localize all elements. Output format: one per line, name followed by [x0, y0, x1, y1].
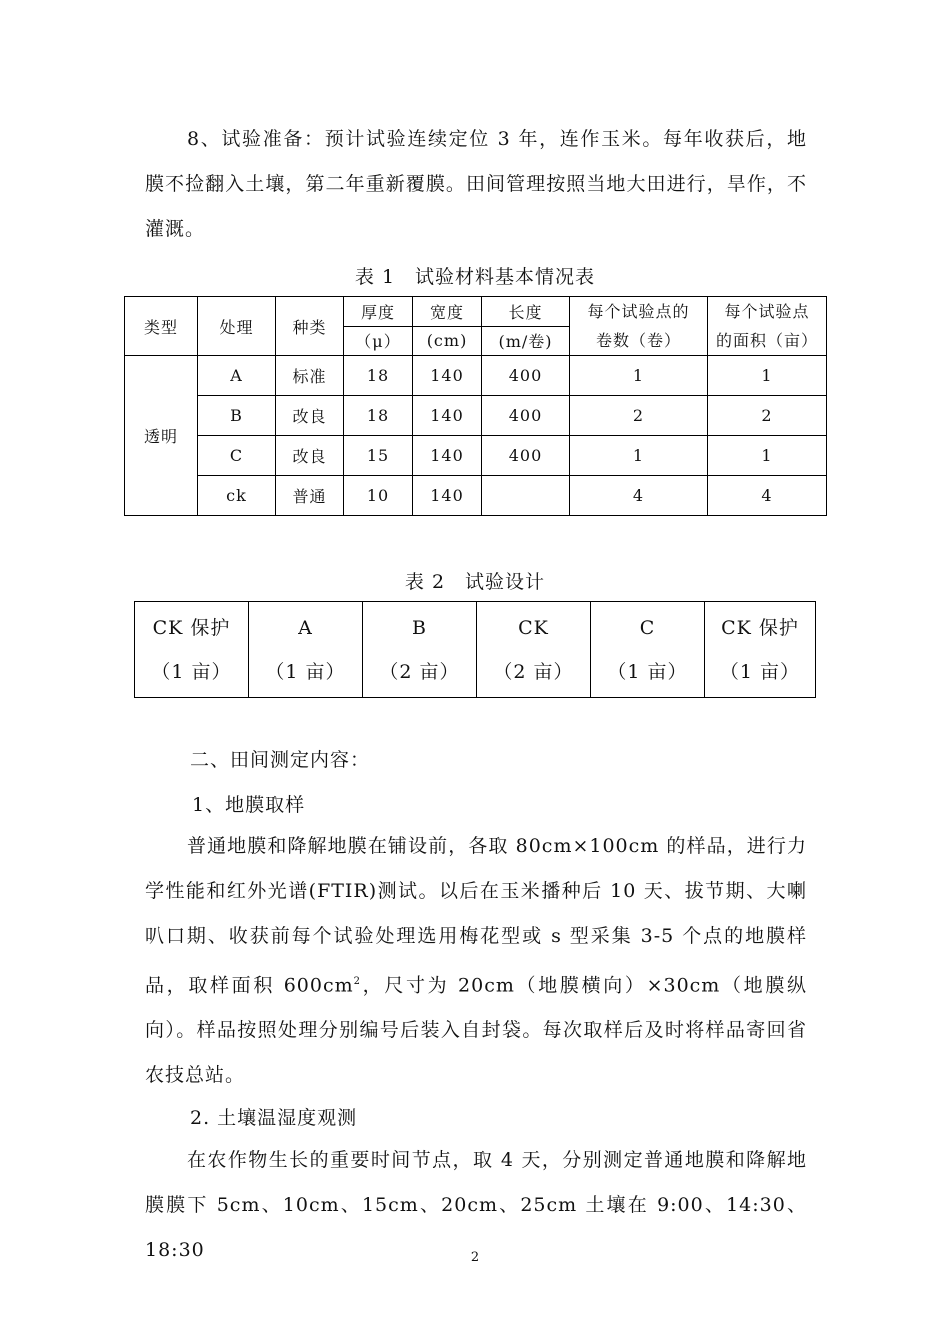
header-length: 长度: [482, 297, 570, 327]
header-rolls: [570, 297, 708, 356]
section-heading: 二、田间测定内容：: [190, 749, 371, 771]
cell-rolls: 4: [570, 476, 708, 516]
cell-length: 400: [482, 356, 570, 396]
subsection-heading-soil: 2. 土壤温湿度观测: [190, 1107, 358, 1129]
cell-length: 400: [482, 436, 570, 476]
header-thickness-unit: （μ）: [344, 326, 413, 356]
cell-kind: 普通: [276, 476, 344, 516]
header-width: 宽度: [413, 297, 482, 327]
design-cell: [591, 602, 705, 698]
paragraph-sampling-part1: 普通地膜和降解地膜在铺设前，各取 80cm×100cm 的样品，进行力学性能和红外光谱(FTIR)测试。以后在玉米播种后 10 天、拔节期、大喇叭口期、收获前每个试验处理选用梅花型或 s 型采集 3-5 个点的地膜样品，取样面积 600cm: [145, 835, 807, 997]
header-area-line2: 的面积（亩）: [715, 331, 818, 350]
design-cell: [363, 602, 477, 698]
header-rolls-line1: 每个试验点的: [587, 302, 690, 321]
header-kind: 种类: [276, 297, 344, 356]
design-cell-name: A: [298, 616, 313, 639]
paragraph-sampling-part2: ，尺寸为 20cm（地膜横向）×30cm（地膜纵向）。样品按照处理分别编号后装入自封袋。每次取样后及时将样品寄回省农技总站。: [145, 974, 807, 1087]
cell-thickness: 18: [344, 396, 413, 436]
header-width-unit: (cm): [413, 326, 482, 356]
header-area-line1: 每个试验点: [724, 302, 810, 321]
cell-kind: 标准: [276, 356, 344, 396]
superscript: 2: [353, 976, 362, 987]
cell-width: 140: [413, 356, 482, 396]
design-cell-name: CK: [518, 616, 549, 639]
subsection-heading-sampling: 1、地膜取样: [192, 794, 306, 816]
table-row: [125, 476, 827, 516]
cell-thickness: 15: [344, 436, 413, 476]
design-cell-area: （2 亩）: [493, 660, 574, 683]
cell-area: 1: [708, 356, 827, 396]
cell-treatment: C: [198, 436, 276, 476]
design-cell-area: （1 亩）: [607, 660, 688, 683]
header-length-unit: (m/卷): [482, 326, 570, 356]
table-header-row: [125, 297, 827, 327]
table-row: [125, 356, 827, 396]
design-cell: [249, 602, 363, 698]
cell-rolls: 1: [570, 436, 708, 476]
cell-kind: 改良: [276, 436, 344, 476]
group-transparent: 透明: [125, 356, 198, 516]
design-cell: [135, 602, 249, 698]
cell-thickness: 10: [344, 476, 413, 516]
cell-length: [482, 476, 570, 516]
design-cell: [477, 602, 591, 698]
design-cell-area: （2 亩）: [379, 660, 460, 683]
cell-width: 140: [413, 396, 482, 436]
header-thickness: 厚度: [344, 297, 413, 327]
header-treatment: 处理: [198, 297, 276, 356]
design-cell-area: （1 亩）: [151, 660, 232, 683]
paragraph-sampling: [145, 824, 807, 1098]
design-cell-name: CK 保护: [152, 616, 231, 639]
paragraph-soil-measurement: 在农作物生长的重要时间节点，取 4 天，分别测定普通地膜和降解地膜膜下 5cm、10cm、15cm、20cm、25cm 土壤在 9:00、14:30、18:30: [145, 1149, 807, 1261]
design-cell-area: （1 亩）: [719, 660, 801, 683]
table-row: [125, 436, 827, 476]
design-cell-area: （1 亩）: [265, 660, 346, 683]
cell-treatment: B: [198, 396, 276, 436]
cell-length: 400: [482, 396, 570, 436]
table1-caption: 表 1 试验材料基本情况表: [354, 266, 596, 288]
table2-caption: 表 2 试验设计: [404, 571, 546, 593]
cell-treatment: A: [198, 356, 276, 396]
page-number: 2: [470, 1250, 480, 1265]
cell-area: 1: [708, 436, 827, 476]
cell-area: 4: [708, 476, 827, 516]
design-cell-name: C: [639, 616, 656, 639]
header-area: [708, 297, 827, 356]
design-cell: [705, 602, 816, 698]
design-cell-name: B: [412, 616, 427, 639]
table-row: [125, 396, 827, 436]
design-cell-name: CK 保护: [721, 616, 799, 639]
cell-kind: 改良: [276, 396, 344, 436]
cell-area: 2: [708, 396, 827, 436]
trial-design-table: [134, 601, 816, 698]
table-row: [135, 602, 816, 698]
cell-treatment: ck: [198, 476, 276, 516]
cell-width: 140: [413, 436, 482, 476]
cell-rolls: 2: [570, 396, 708, 436]
header-type: 类型: [125, 297, 198, 356]
cell-rolls: 1: [570, 356, 708, 396]
cell-width: 140: [413, 476, 482, 516]
cell-thickness: 18: [344, 356, 413, 396]
materials-table: [124, 296, 827, 516]
paragraph-trial-preparation: 8、试验准备：预计试验连续定位 3 年，连作玉米。每年收获后，地膜不捡翻入土壤，第二年重新覆膜。田间管理按照当地大田进行，旱作，不灌溉。: [145, 128, 807, 240]
header-rolls-line2: 卷数（卷）: [595, 331, 681, 350]
